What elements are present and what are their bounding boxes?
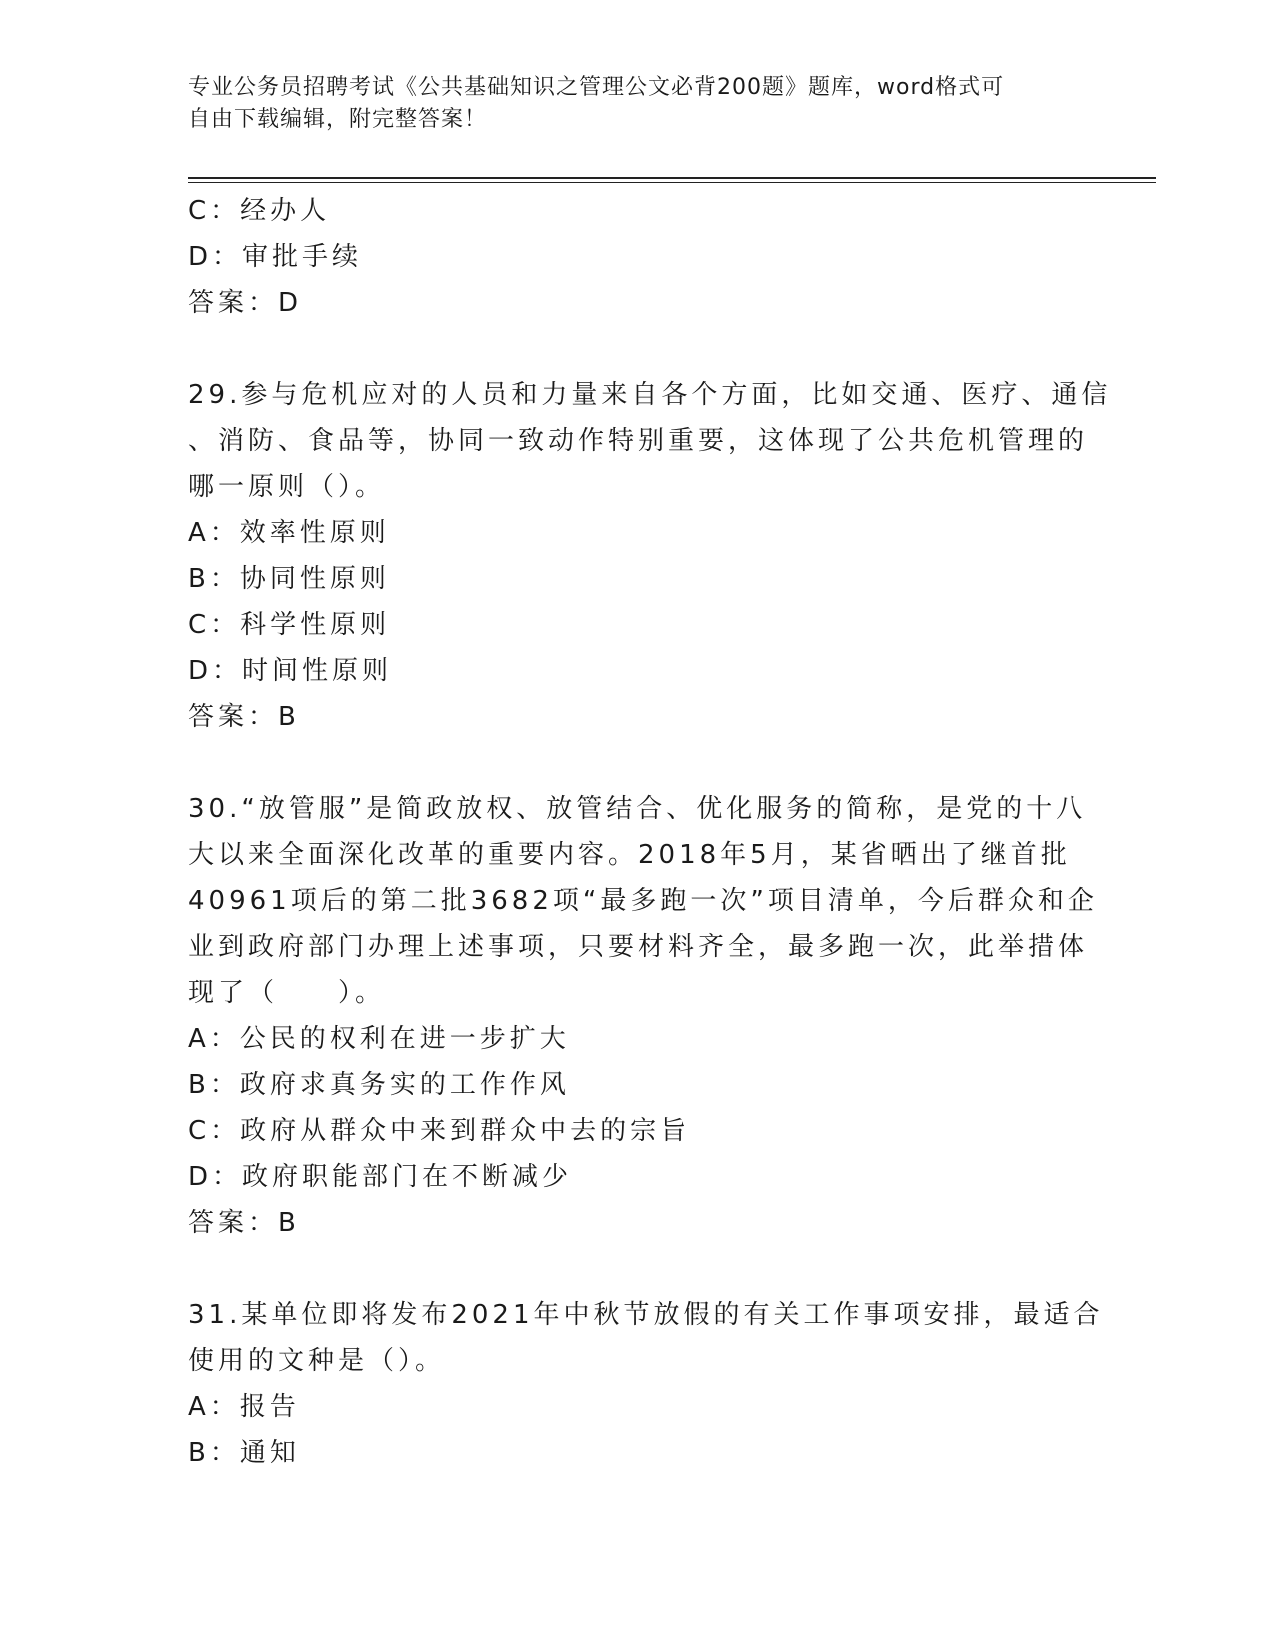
question-text: 30.“放管服”是简政放权、放管结合、优化服务的简称，是党的十八 (188, 794, 1087, 824)
page-header (188, 72, 1068, 136)
question-text: 现了（ ）。 (188, 978, 386, 1008)
option-d: D：政府职能部门在不断减少 (188, 1162, 573, 1192)
option-b: B：协同性原则 (188, 564, 390, 594)
question-text: 业到政府部门办理上述事项，只要材料齐全，最多跑一次，此举措体 (188, 932, 1089, 962)
option-a: A：报告 (188, 1392, 300, 1422)
question-text: 29.参与危机应对的人员和力量来自各个方面，比如交通、医疗、通信 (188, 380, 1112, 410)
option-d: D：审批手续 (188, 242, 363, 272)
question-text: 哪一原则（）。 (188, 472, 386, 502)
question-text: 、消防、食品等，协同一致动作特别重要，这体现了公共危机管理的 (188, 426, 1089, 456)
header-line-1: 专业公务员招聘考试《公共基础知识之管理公文必背200题》题库，word格式可 (188, 75, 1005, 100)
question-content (188, 188, 1112, 1476)
question-text: 31.某单位即将发布2021年中秋节放假的有关工作事项安排，最适合 (188, 1300, 1104, 1330)
option-c: C：经办人 (188, 196, 331, 226)
option-c: C：科学性原则 (188, 610, 391, 640)
header-divider-thin (188, 182, 1156, 183)
question-text: 使用的文种是（）。 (188, 1346, 446, 1376)
spacer (188, 740, 1068, 786)
option-b: B：政府求真务实的工作作风 (188, 1070, 570, 1100)
option-b: B：通知 (188, 1438, 300, 1468)
header-line-2: 自由下载编辑，附完整答案！ (188, 107, 488, 132)
spacer (188, 1246, 1068, 1292)
question-text: 40961项后的第二批3682项“最多跑一次”项目清单，今后群众和企 (188, 886, 1098, 916)
option-a: A：效率性原则 (188, 518, 390, 548)
header-divider-thick (188, 177, 1156, 179)
option-c: C：政府从群众中来到群众中去的宗旨 (188, 1116, 691, 1146)
option-d: D：时间性原则 (188, 656, 393, 686)
spacer (188, 326, 1068, 372)
answer: 答案：D (188, 288, 303, 318)
question-text: 大以来全面深化改革的重要内容。2018年5月，某省晒出了继首批 (188, 840, 1071, 870)
answer: 答案：B (188, 702, 300, 732)
answer: 答案：B (188, 1208, 300, 1238)
option-a: A：公民的权利在进一步扩大 (188, 1024, 570, 1054)
